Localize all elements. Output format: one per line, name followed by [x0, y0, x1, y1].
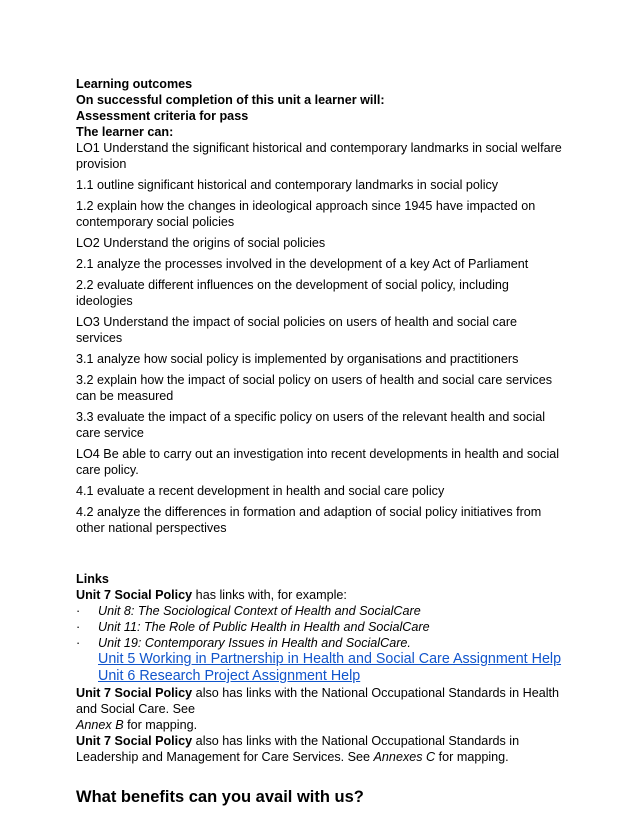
annex-reference: Annexes C: [373, 750, 436, 764]
outcome-lo4: LO4 Be able to carry out an investigation into recent developments in health and social care policy.: [76, 447, 560, 477]
criterion-3-1: 3.1 analyze how social policy is implemented by organisations and practitioners: [76, 352, 519, 366]
learning-outcomes-title: Learning outcomes: [76, 77, 193, 91]
nos-health-social-care-annex: [76, 717, 566, 733]
criterion-3-3: 3.3 evaluate the impact of a specific policy on users of the relevant health and social care service: [76, 410, 546, 440]
learner-can-label: The learner can:: [76, 125, 174, 139]
nos-leadership: [76, 733, 566, 765]
nos-health-social-care: [76, 685, 566, 717]
list-item-text: Unit 8: The Sociological Context of Health and SocialCare: [98, 604, 421, 618]
list-item-text: Unit 19: Contemporary Issues in Health and SocialCare.: [98, 636, 411, 650]
criterion-3-2: 3.2 explain how the impact of social policy on users of health and social care services can be measured: [76, 373, 553, 403]
nos-text: also has links with the National Occupational Standards in Leadership and Management for Care Services. See: [76, 734, 520, 764]
annex-reference: Annex B: [76, 718, 124, 732]
criterion-2-1: 2.1 analyze the processes involved in the development of a key Act of Parliament: [76, 257, 529, 271]
unit-name: Unit 7 Social Policy: [76, 686, 193, 700]
bullet-icon: ·: [76, 604, 81, 618]
bullet-icon: ·: [76, 636, 81, 650]
criterion-4-2: 4.2 analyze the differences in formation and adaption of social policy initiatives from other national perspectives: [76, 505, 542, 535]
assessment-criteria-title: Assessment criteria for pass: [76, 109, 249, 123]
unit5-assignment-link[interactable]: Unit 5 Working in Partnership in Health and Social Care Assignment Help: [98, 651, 562, 667]
document-page: [76, 76, 566, 824]
unit-name: Unit 7 Social Policy: [76, 734, 193, 748]
criterion-1-2: 1.2 explain how the changes in ideological approach since 1945 have impacted on contemporary social policies: [76, 199, 536, 229]
mapping-text: for mapping.: [435, 750, 509, 764]
completion-statement: On successful completion of this unit a learner will:: [76, 93, 385, 107]
links-heading: Links: [76, 572, 109, 586]
unit-name: Unit 7 Social Policy: [76, 588, 193, 602]
criterion-4-1: 4.1 evaluate a recent development in health and social care policy: [76, 484, 445, 498]
list-item: [76, 635, 566, 651]
nos-text: also has links with the National Occupational Standards in Health and Social Care. See: [76, 686, 560, 716]
bullet-icon: ·: [76, 620, 81, 634]
criterion-2-2: 2.2 evaluate different influences on the development of social policy, including ideologies: [76, 278, 509, 308]
list-item: [76, 603, 566, 619]
links-intro-text: has links with, for example:: [192, 588, 347, 602]
links-intro: [76, 587, 566, 603]
section-spacer: [76, 541, 566, 571]
criterion-1-1: 1.1 outline significant historical and contemporary landmarks in social policy: [76, 178, 499, 192]
outcome-lo1: LO1 Understand the significant historical and contemporary landmarks in social welfare provision: [76, 141, 562, 171]
list-item: [76, 619, 566, 635]
benefits-heading: What benefits can you avail with us?: [76, 788, 364, 806]
mapping-text: for mapping.: [123, 718, 198, 732]
list-item-text: Unit 11: The Role of Public Health in Health and SocialCare: [98, 620, 430, 634]
unit6-assignment-link[interactable]: Unit 6 Research Project Assignment Help: [98, 668, 361, 684]
outcome-lo2: LO2 Understand the origins of social policies: [76, 236, 326, 250]
outcome-lo3: LO3 Understand the impact of social policies on users of health and social care services: [76, 315, 518, 345]
